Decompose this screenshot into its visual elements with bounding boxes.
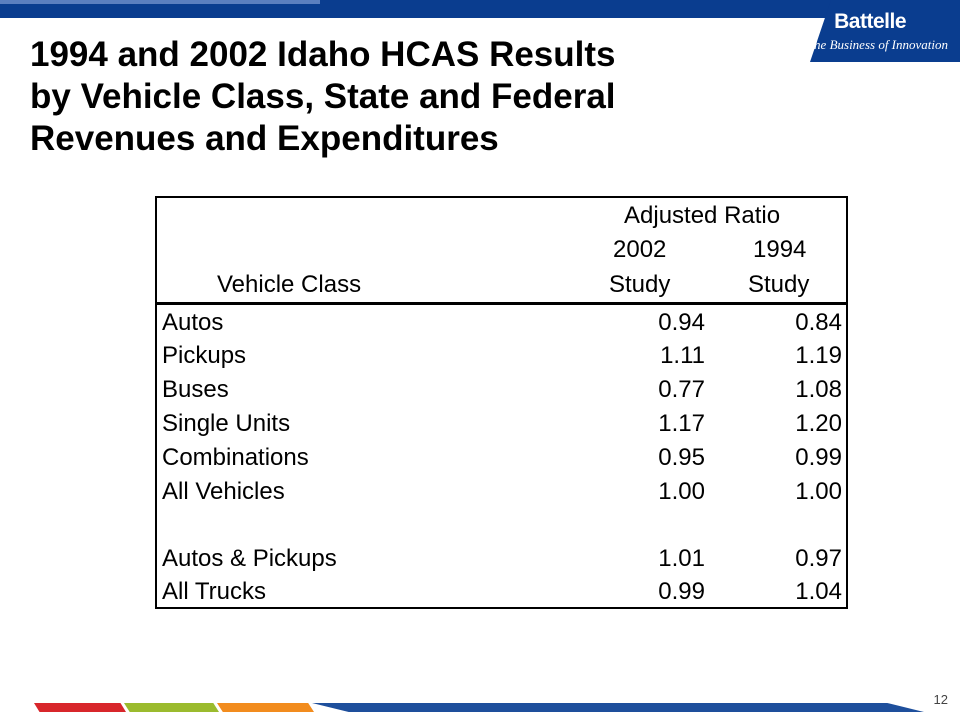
- row-label: Combinations: [162, 444, 309, 471]
- row-label: All Trucks: [162, 578, 267, 605]
- title-line-3: Revenues and Expenditures: [30, 119, 499, 158]
- row-value-1994: 1.04: [795, 578, 842, 605]
- row-value-1994: 1.20: [795, 410, 842, 437]
- brand-logo: Battelle: [834, 10, 906, 33]
- row-value-1994: 0.84: [795, 309, 842, 336]
- header-vehicle-class: Vehicle Class: [217, 271, 362, 298]
- header-divider: [157, 302, 846, 305]
- row-label: Buses: [162, 376, 229, 403]
- page-number: 12: [933, 692, 948, 707]
- title-line-2: by Vehicle Class, State and Federal: [30, 77, 616, 116]
- row-label: Single Units: [162, 410, 291, 437]
- footer-segment-red: [34, 703, 126, 712]
- row-value-2002: 1.00: [658, 478, 705, 505]
- row-value-2002: 0.99: [658, 578, 705, 605]
- row-label: Autos: [162, 309, 224, 336]
- title-line-1: 1994 and 2002 Idaho HCAS Results: [30, 35, 616, 74]
- table-row: [157, 342, 846, 375]
- top-banner-accent: [0, 0, 320, 4]
- header-col-1994-study: Study: [748, 271, 810, 298]
- table-row: [157, 410, 846, 443]
- footer-segment-green: [124, 703, 219, 712]
- table-row: [157, 578, 846, 611]
- row-label: All Vehicles: [162, 478, 285, 505]
- table-row: [157, 309, 846, 342]
- row-label: Pickups: [162, 342, 247, 369]
- header-col-2002-study: Study: [609, 271, 671, 298]
- row-value-1994: 1.08: [795, 376, 842, 403]
- row-value-2002: 0.77: [658, 376, 705, 403]
- footer-color-bar: [34, 703, 924, 712]
- row-label: Autos & Pickups: [162, 545, 337, 572]
- slide-title: [30, 34, 830, 160]
- footer-segment-orange: [217, 703, 314, 712]
- table-row: [157, 376, 846, 409]
- row-value-2002: 0.95: [658, 444, 705, 471]
- row-value-1994: 1.00: [795, 478, 842, 505]
- row-value-2002: 1.17: [658, 410, 705, 437]
- header-col-1994-year: 1994: [753, 236, 807, 263]
- ratio-table: [155, 196, 848, 609]
- table-row: [157, 444, 846, 477]
- row-value-1994: 0.97: [795, 545, 842, 572]
- row-value-2002: 1.11: [660, 342, 705, 369]
- footer-segment-blue: [312, 703, 924, 712]
- table-row: [157, 478, 846, 511]
- row-value-2002: 0.94: [658, 309, 705, 336]
- header-adjusted-ratio: Adjusted Ratio: [624, 202, 781, 229]
- header-col-2002-year: 2002: [613, 236, 667, 263]
- brand-tagline: The Business of Innovation: [806, 37, 948, 52]
- row-value-1994: 1.19: [795, 342, 842, 369]
- row-value-2002: 1.01: [658, 545, 705, 572]
- table-row: [157, 545, 846, 578]
- row-value-1994: 0.99: [795, 444, 842, 471]
